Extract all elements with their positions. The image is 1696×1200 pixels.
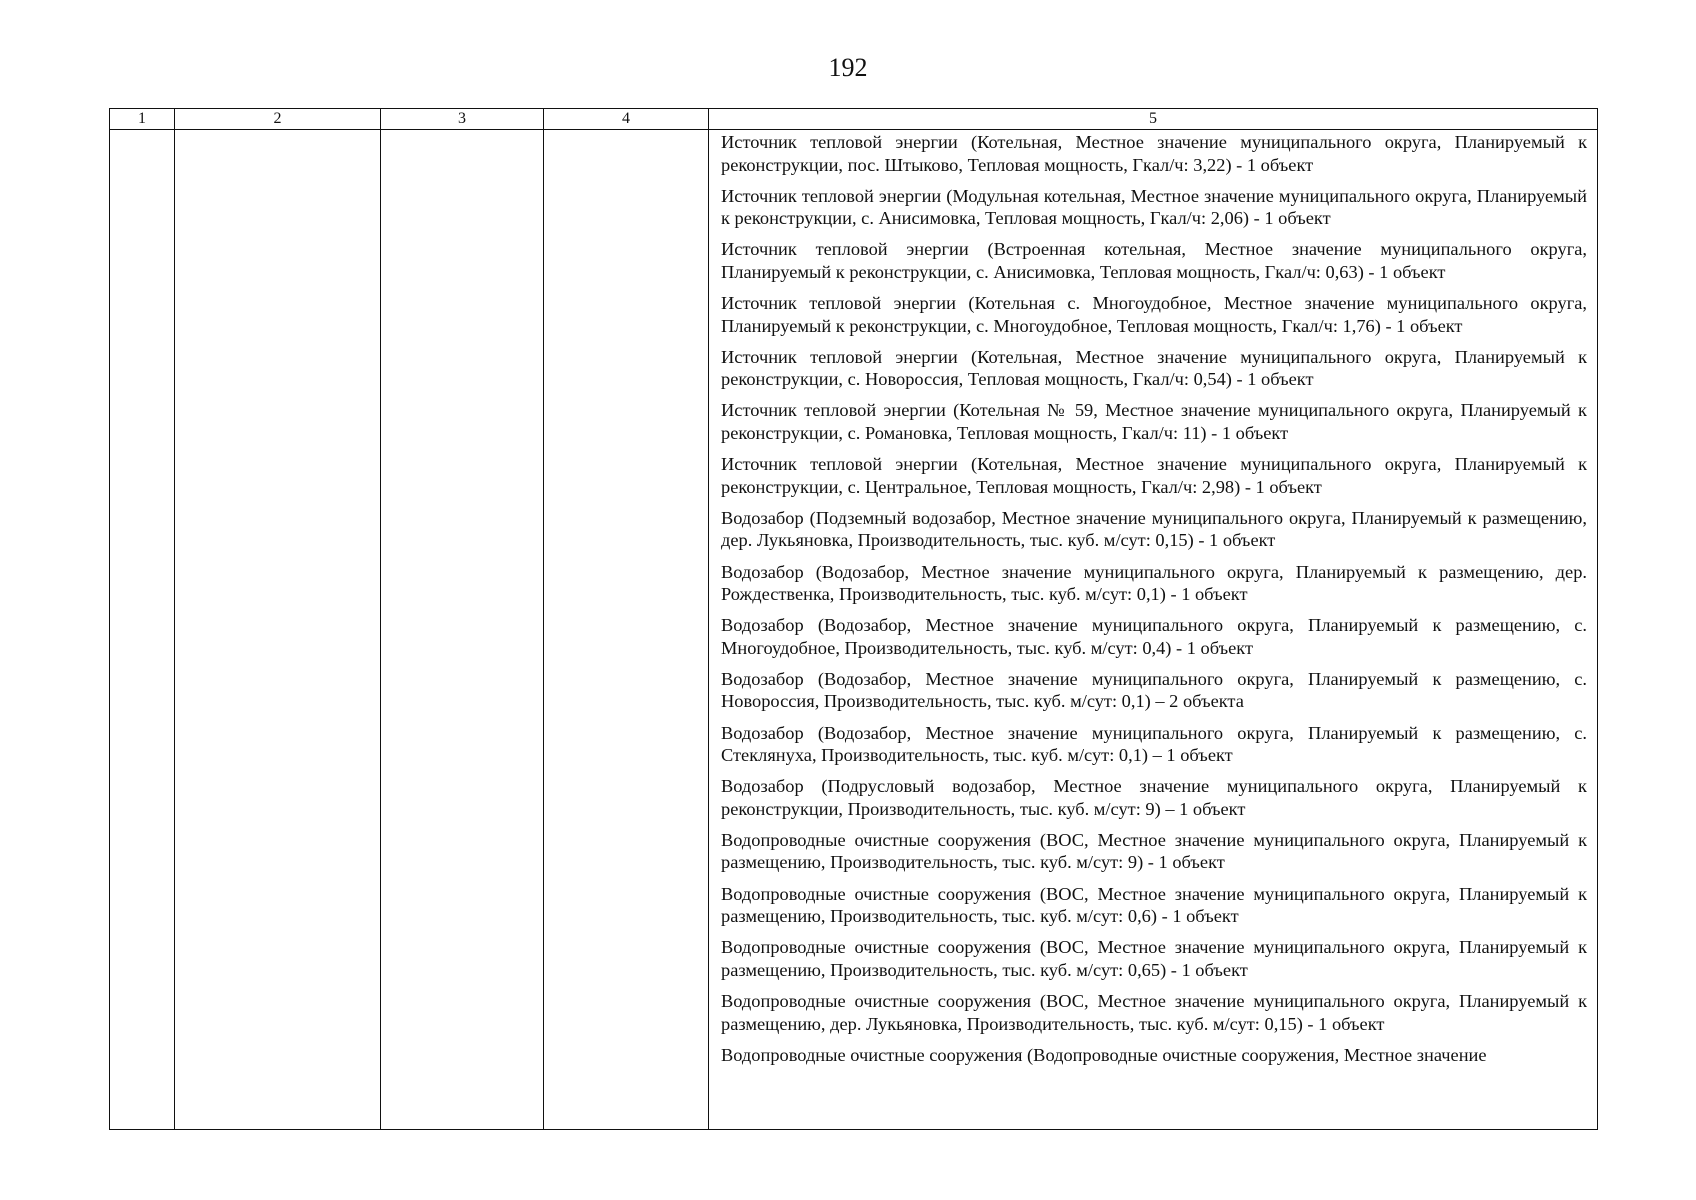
facility-entry: Водопроводные очистные сооружения (ВОС, Местное значение муниципального округа, Планируемый к размещению, дер. Лукьяновка, Производительность, тыс. куб. м/сут: 0,15) - 1 объект xyxy=(721,991,1587,1034)
table-header xyxy=(110,109,1598,130)
document-table xyxy=(109,108,1598,1130)
facility-entry: Источник тепловой энергии (Встроенная котельная, Местное значение муниципального округа, Планируемый к реконструкции, с. Анисимовка, Тепловая мощность, Гкал/ч: 0,63) - 1 объект xyxy=(721,239,1587,282)
facility-entry: Водопроводные очистные сооружения (ВОС, Местное значение муниципального округа, Планируемый к размещению, Производительность, тыс. куб. м/сут: 0,65) - 1 объект xyxy=(721,937,1587,980)
facility-entry: Источник тепловой энергии (Котельная, Местное значение муниципального округа, Планируемый к реконструкции, пос. Штыково, Тепловая мощность, Гкал/ч: 3,22) - 1 объект xyxy=(721,132,1587,175)
facility-entry: Водопроводные очистные сооружения (ВОС, Местное значение муниципального округа, Планируемый к размещению, Производительность, тыс. куб. м/сут: 0,6) - 1 объект xyxy=(721,883,1587,927)
facility-entry: Водозабор (Водозабор, Местное значение муниципального округа, Планируемый к размещению, с. Стеклянуха, Производительность, тыс. куб. м/сут: 0,1) – 1 объект xyxy=(721,722,1587,766)
table-body xyxy=(110,130,1598,1130)
column-header-1: 1 xyxy=(110,109,175,130)
facility-entry: Водозабор (Водозабор, Местное значение муниципального округа, Планируемый к размещению, с. Новороссия, Производительность, тыс. куб. м/сут: 0,1) – 2 объекта xyxy=(721,668,1587,712)
facility-entry: Водозабор (Подрусловый водозабор, Местное значение муниципального округа, Планируемый к реконструкции, Производительность, тыс. куб. м/сут: 9) – 1 объект xyxy=(721,776,1587,819)
table-row xyxy=(110,130,1598,1130)
cell-col-1 xyxy=(110,130,175,1130)
column-header-2: 2 xyxy=(175,109,381,130)
table-header-row xyxy=(110,109,1598,130)
facility-entry: Водопроводные очистные сооружения (ВОС, Местное значение муниципального округа, Планируемый к размещению, Производительность, тыс. куб. м/сут: 9) - 1 объект xyxy=(721,829,1587,873)
facility-entry: Источник тепловой энергии (Котельная, Местное значение муниципального округа, Планируемый к реконструкции, с. Новороссия, Тепловая мощность, Гкал/ч: 0,54) - 1 объект xyxy=(721,346,1587,390)
cell-col-2 xyxy=(175,130,381,1130)
facility-entry: Водозабор (Водозабор, Местное значение муниципального округа, Планируемый к размещению, с. Многоудобное, Производительность, тыс. куб. м/сут: 0,4) - 1 объект xyxy=(721,615,1587,658)
facility-entry: Источник тепловой энергии (Котельная № 59, Местное значение муниципального округа, Планируемый к реконструкции, с. Романовка, Тепловая мощность, Гкал/ч: 11) - 1 объект xyxy=(721,400,1587,443)
facility-entry: Источник тепловой энергии (Модульная котельная, Местное значение муниципального округа, Планируемый к реконструкции, с. Анисимовка, Тепловая мощность, Гкал/ч: 2,06) - 1 объект xyxy=(721,185,1587,229)
facility-entry: Водозабор (Подземный водозабор, Местное значение муниципального округа, Планируемый к размещению, дер. Лукьяновка, Производительность, тыс. куб. м/сут: 0,15) - 1 объект xyxy=(721,507,1587,551)
column-header-5: 5 xyxy=(709,109,1598,130)
cell-col-3 xyxy=(381,130,544,1130)
facility-entry: Источник тепловой энергии (Котельная с. Многоудобное, Местное значение муниципального округа, Планируемый к реконструкции, с. Многоудобное, Тепловая мощность, Гкал/ч: 1,76) - 1 объект xyxy=(721,293,1587,336)
facility-entry: Водозабор (Водозабор, Местное значение муниципального округа, Планируемый к размещению, дер. Рождественка, Производительность, тыс. куб. м/сут: 0,1) - 1 объект xyxy=(721,561,1587,604)
page-number: 192 xyxy=(828,53,868,82)
column-header-3: 3 xyxy=(381,109,544,130)
facility-entry-continued: Водопроводные очистные сооружения (Водопроводные очистные сооружения, Местное значение xyxy=(721,1044,1487,1065)
cell-col-4 xyxy=(544,130,709,1130)
column-header-4: 4 xyxy=(544,109,709,130)
cell-col-5 xyxy=(709,130,1598,1130)
facility-entry: Источник тепловой энергии (Котельная, Местное значение муниципального округа, Планируемый к реконструкции, с. Центральное, Тепловая мощность, Гкал/ч: 2,98) - 1 объект xyxy=(721,454,1587,497)
